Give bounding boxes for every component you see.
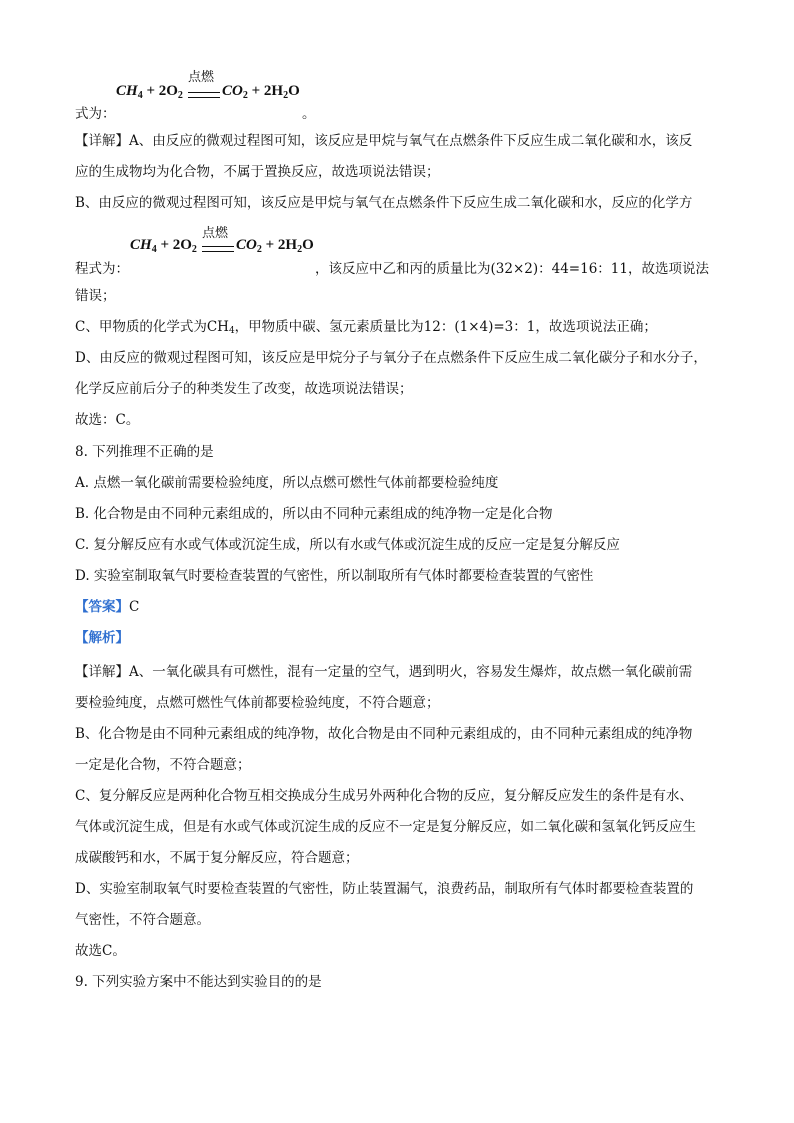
text-line: B、由反应的微观过程图可知，该反应是甲烷与氧气在点燃条件下反应生成二氧化碳和水，反应的化学方 [75,195,693,211]
answer-line [75,597,139,617]
question-9: 9. 下列实验方案中不能达到实验目的的是 [75,974,322,990]
text-line: 【详解】A、由反应的微观过程图可知，该反应是甲烷与氧气在点燃条件下反应生成二氧化碳和水，该反 [75,133,693,149]
text-line: 【详解】A、一氧化碳具有可燃性，混有一定量的空气，遇到明火，容易发生爆炸，故点燃一氧化碳前需 [75,664,693,680]
text-line: 。 [302,106,316,122]
equation-left: $CH_4 + 2O_2$ [116,83,183,101]
text-line: 气密性，不符合题意。 [75,912,210,928]
text-line: 故选：C。 [75,412,140,428]
text-line: 一定是化合物，不符合题意； [75,757,251,773]
option-d: D. 实验室制取氧气时要检查装置的气密性，所以制取所有气体时都要检查装置的气密性 [75,568,594,584]
text-line: 成碳酸钙和水，不属于复分解反应，符合题意； [75,850,359,866]
text-line: 气体或沉淀生成，但是有水或气体或沉淀生成的反应不一定是复分解反应，如二氧化碳和氢氧化钙反应生 [75,819,696,835]
text-line: C、甲物质的化学式为$CH_4$，甲物质中碳、氢元素质量比为12：(1×4)=3：1，故选项说法正确； [75,319,657,336]
equation-right: $CO_2 + 2H_2O$ [222,83,300,101]
question-8: 8. 下列推理不正确的是 [75,444,214,460]
text-line: B、化合物是由不同种元素组成的纯净物，故化合物是由不同种元素组成的，由不同种元素组成的纯净物 [75,726,693,742]
text-line: 程式为： [75,261,129,277]
equation-condition: 点燃 [202,226,229,241]
answer-tag: 【答案】 [75,599,129,615]
answer-value: C [129,599,140,615]
text-line: 要检验纯度，点燃可燃性气体前都要检验纯度，不符合题意； [75,695,440,711]
reaction-equals-sign [202,246,234,252]
text-line: D、由反应的微观过程图可知，该反应是甲烷分子与氧分子在点燃条件下反应生成二氧化碳分子和水分子， [75,350,707,366]
equation-right: $CO_2 + 2H_2O$ [236,237,314,255]
option-b: B. 化合物是由不同种元素组成的，所以由不同种元素组成的纯净物一定是化合物 [75,506,553,522]
option-c: C. 复分解反应有水或气体或沉淀生成，所以有水或气体或沉淀生成的反应一定是复分解反应 [75,537,620,553]
text-line: 应的生成物均为化合物，不属于置换反应，故选项说法错误； [75,164,440,180]
text-line: 错误； [75,288,116,304]
option-a: A. 点燃一氧化碳前需要检验纯度，所以点燃可燃性气体前都要检验纯度 [75,475,499,491]
equation-condition: 点燃 [188,70,215,85]
text-line: 式为： [75,106,116,122]
text-line: 化学反应前后分子的种类发生了改变，故选项说法错误； [75,381,413,397]
text-line: D、实验室制取氧气时要检查装置的气密性，防止装置漏气，浪费药品，制取所有气体时都要检查装置的 [75,881,694,897]
text-line: 故选C。 [75,943,126,959]
text-line: C、复分解反应是两种化合物互相交换成分生成另外两种化合物的反应，复分解反应发生的条件是有水、 [75,788,693,804]
equation-left: $CH_4 + 2O_2$ [130,237,197,255]
reaction-equals-sign [188,92,220,98]
text-line: ，该反应中乙和丙的质量比为(32×2)：44=16：11，故选项说法 [315,261,709,277]
analysis-tag: 【解析】 [75,630,129,646]
